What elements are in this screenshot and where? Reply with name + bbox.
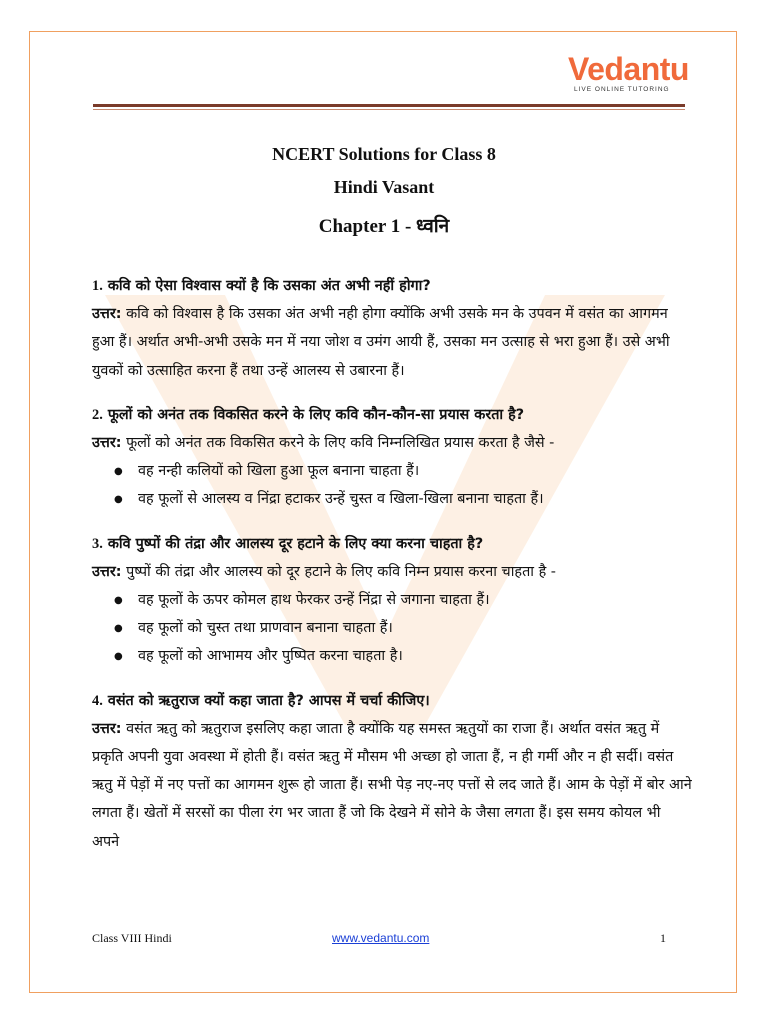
question-number: 3.	[92, 535, 103, 552]
answer-2-bullets	[92, 457, 692, 513]
question-text: वसंत को ऋतुराज क्यों कहा जाता है? आपस में चर्चा कीजिए।	[107, 692, 430, 709]
answer-text: वसंत ऋतु को ऋतुराज इसलिए कहा जाता है क्योंकि यह समस्त ऋतुयों का राजा हैं। अर्थात वसंत ऋतु में प्रकृति अपनी युवा अवस्था में होती हैं। वसंत ऋतु में मौसम भी अच्छा हो जाता हैं, न ही गर्मी और न ही सर्दी। वसंत ऋतु में पेड़ों में नए पत्तों का आगमन शुरू हो जाता हैं। सभी पेड़ नए-नए पत्तों से लद जाते हैं। आम के पेड़ों में बोर आने लगता हैं। खेतों में सरसों का पीला रंग भर जाता हैं जो कि देखने में सोने के जैसा लगता हैं। इस समय कोयल भी अपने	[92, 720, 692, 850]
answer-label: उत्तर:	[92, 720, 122, 737]
footer-website-link[interactable]: www.vedantu.com	[332, 931, 430, 945]
answer-3-bullets	[92, 586, 692, 671]
question-number: 4.	[92, 692, 103, 709]
bullet-item: ● वह फूलों से आलस्य व निंद्रा हटाकर उन्हें चुस्त व खिला-खिला बनाना चाहता हैं।	[92, 485, 692, 513]
question-2	[92, 401, 692, 429]
brand-name: Vedantu	[568, 51, 689, 87]
answer-2	[92, 429, 692, 457]
page-number: 1	[660, 931, 666, 945]
brand-tagline: LIVE ONLINE TUTORING	[574, 86, 670, 93]
question-number: 2.	[92, 406, 103, 423]
bullet-item: ● वह फूलों को चुस्त तथा प्राणवान बनाना चाहता हैं।	[92, 614, 692, 642]
answer-text: कवि को विश्वास है कि उसका अंत अभी नही होगा क्योंकि अभी उसके मन के उपवन में वसंत का आगमन हुआ हैं। अर्थात अभी-अभी उसके मन में नया जोश व उमंग आयी हैं, उसका मन उत्साह से भरा हुआ हैं। उसे अभी युवकों को उत्साहित करना हैं तथा उन्हें आलस्य से उबारना हैं।	[92, 306, 670, 379]
answer-3	[92, 558, 692, 586]
question-number: 1.	[92, 278, 103, 294]
document-subtitle: Hindi Vasant	[333, 177, 435, 197]
question-4	[92, 687, 692, 715]
answer-text: फूलों को अनंत तक विकसित करने के लिए कवि निम्नलिखित प्रयास करता है जैसे -	[126, 435, 555, 452]
answer-label: उत्तर:	[92, 563, 122, 580]
document-title: NCERT Solutions for Class 8	[272, 144, 496, 164]
header-rule	[93, 104, 685, 107]
bullet-item: ● वह फूलों के ऊपर कोमल हाथ फेरकर उन्हें निंद्रा से जगाना चाहता हैं।	[92, 586, 692, 614]
answer-4	[92, 715, 692, 856]
footer-class-label: Class VIII Hindi	[92, 931, 172, 945]
question-text: फूलों को अनंत तक विकसित करने के लिए कवि कौन-कौन-सा प्रयास करता है?	[107, 406, 525, 423]
question-1	[92, 272, 692, 300]
brand-logo[interactable]	[568, 52, 688, 97]
answer-1	[92, 300, 692, 385]
answer-label: उत्तर:	[92, 435, 122, 452]
qa-content	[92, 272, 692, 856]
answer-text: पुष्पों की तंद्रा और आलस्य को दूर हटाने के लिए कवि निम्न प्रयास करना चाहता है -	[126, 563, 556, 580]
question-text: कवि पुष्पों की तंद्रा और आलस्य दूर हटाने के लिए क्या करना चाहता है?	[107, 535, 484, 552]
bullet-item: ● वह फूलों को आभामय और पुष्पित करना चाहता है।	[92, 642, 692, 670]
question-text: कवि को ऐसा विश्वास क्यों है कि उसका अंत अभी नहीं होगा?	[107, 278, 431, 294]
chapter-title: Chapter 1 - ध्वनि	[318, 216, 450, 237]
answer-label: उत्तर:	[92, 306, 122, 323]
header-rule-thin	[93, 109, 685, 110]
bullet-item: ● वह नन्ही कलियों को खिला हुआ फूल बनाना चाहता हैं।	[92, 457, 692, 485]
question-3	[92, 530, 692, 558]
